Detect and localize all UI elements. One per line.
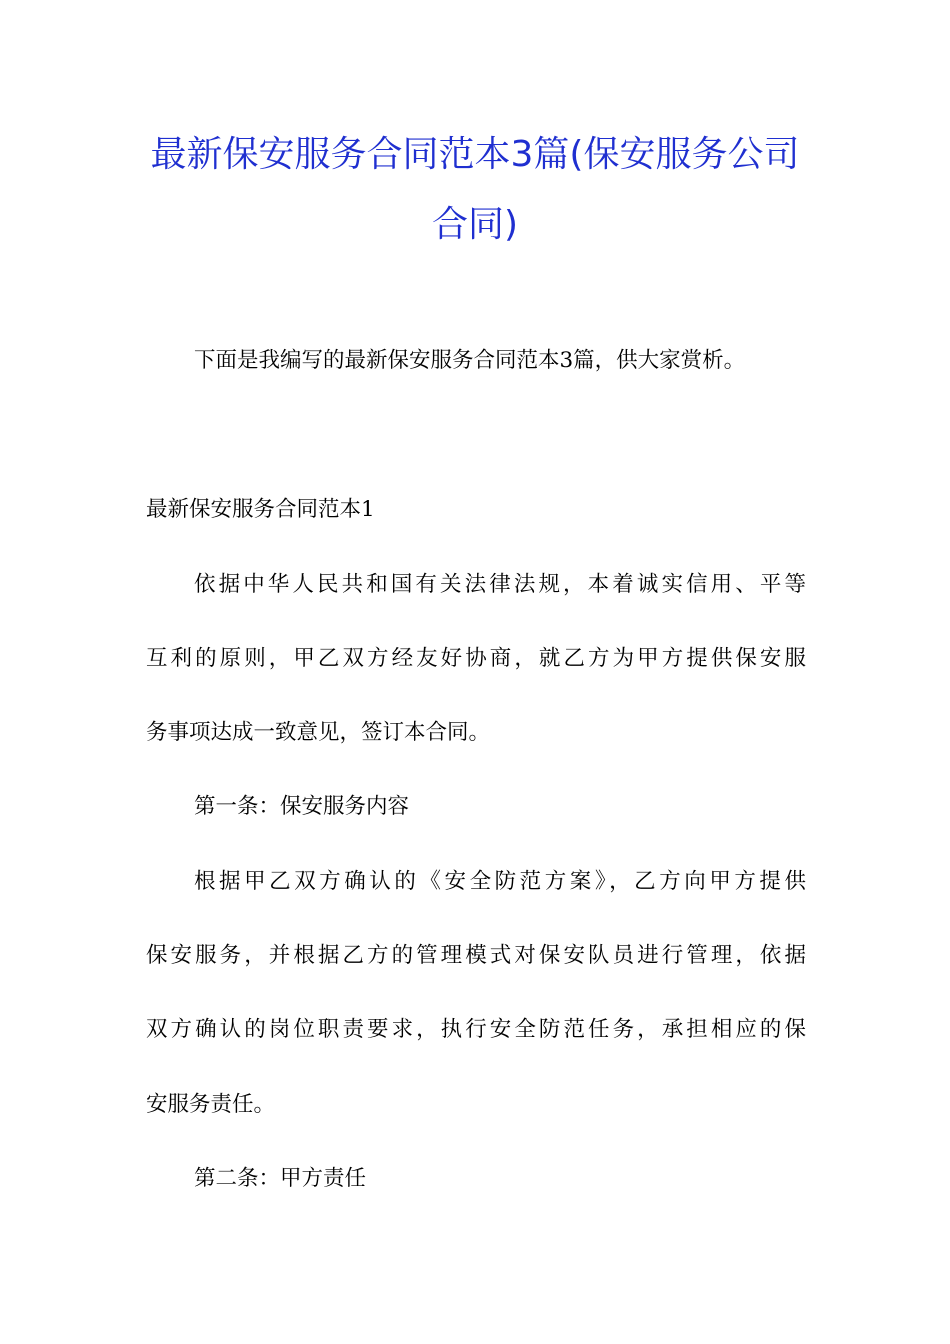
paragraph-2-line-4: 安服务责任。 bbox=[146, 1092, 276, 1117]
paragraph-2-line-3: 双方确认的岗位职责要求，执行安全防范任务，承担相应的保 bbox=[146, 1017, 806, 1042]
paragraph-2-line-2: 保安服务，并根据乙方的管理模式对保安队员进行管理，依据 bbox=[146, 943, 806, 968]
intro-paragraph: 下面是我编写的最新保安服务合同范本3篇，供大家赏析。 bbox=[194, 348, 746, 373]
document-title-line-2: 合同) bbox=[431, 204, 519, 245]
document-title-line-1: 最新保安服务合同范本3篇(保安服务公司 bbox=[150, 134, 800, 175]
section-heading: 最新保安服务合同范本1 bbox=[146, 497, 375, 522]
paragraph-1-line-1: 依据中华人民共和国有关法律法规，本着诚实信用、平等 bbox=[194, 572, 806, 597]
article-1-heading: 第一条：保安服务内容 bbox=[194, 794, 410, 819]
paragraph-1-line-2: 互利的原则，甲乙双方经友好协商，就乙方为甲方提供保安服 bbox=[146, 646, 806, 671]
article-2-heading: 第二条：甲方责任 bbox=[194, 1166, 367, 1191]
paragraph-2-line-1: 根据甲乙双方确认的《安全防范方案》，乙方向甲方提供 bbox=[194, 869, 806, 894]
paragraph-1-line-3: 务事项达成一致意见，签订本合同。 bbox=[146, 720, 491, 745]
